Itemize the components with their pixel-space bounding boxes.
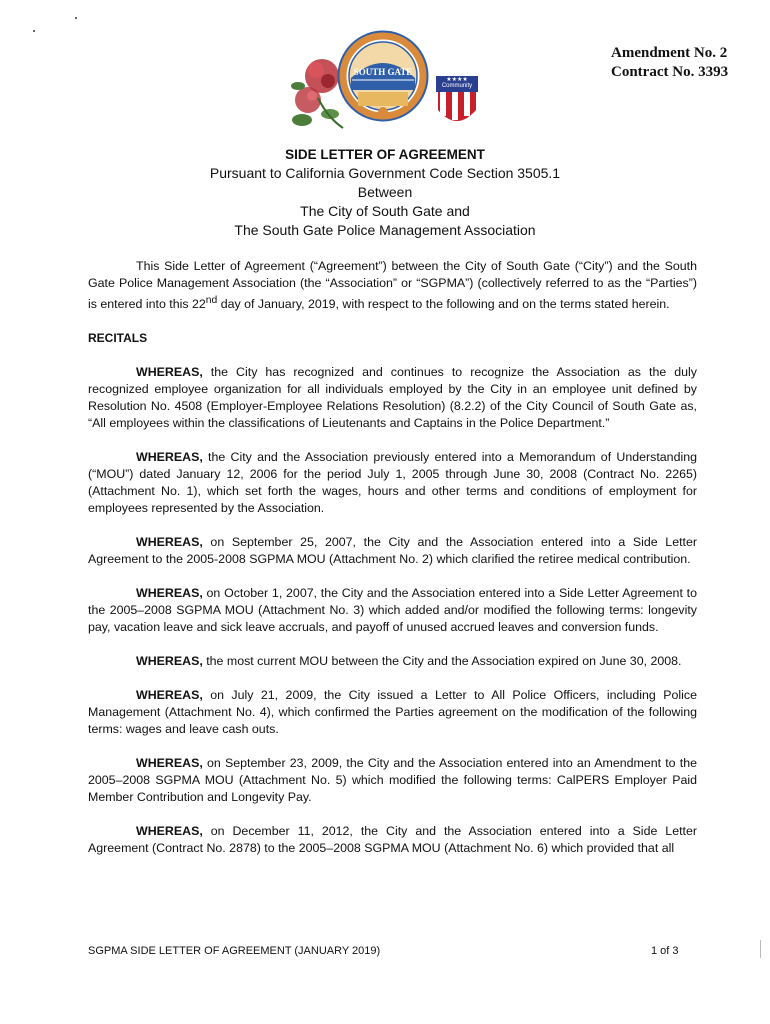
recital-paragraph — [88, 534, 697, 568]
footer-title: SGPMA SIDE LETTER OF AGREEMENT (JANUARY 2019) — [88, 945, 381, 957]
scan-speck — [33, 30, 35, 32]
recital-text: on October 1, 2007, the City and the Association entered into a Side Letter Agreement to the 2005–2008 SGPMA MOU (Attachment No. 3) which added and/or modified the following terms: longevity pay, vacation leave and sick leave accruals, and payoff of unused accrued leaves and conversion funds. — [88, 586, 697, 635]
recital-text: the City and the Association previously entered into a Memorandum of Understanding (“MOU”) dated January 12, 2006 for the period July 1, 2005 through June 30, 2008 (Contract No. 2265) (Attachment No. 1), which set forth the wages, hours and other terms and conditions of employment for employees represented by the Association. — [88, 450, 697, 516]
document-body — [88, 258, 697, 857]
amendment-number: Amendment No. 2 — [611, 45, 728, 61]
whereas-label: WHEREAS, — [136, 688, 203, 703]
badge-text: Community — [441, 83, 473, 89]
recital-paragraph — [88, 823, 697, 857]
recital-text: the City has recognized and continues to recognize the Association as the duly recognized employee organization for all individuals employed by the City in an employee unit defined by Resolution No. 4508 (Employer-Employee Relations Resolution) (8.2.2) of the City Council of South Gate as, “All employees within the classifications of Lieutenants and Captains in the Police Department.” — [88, 365, 697, 431]
title-line: SIDE LETTER OF AGREEMENT — [285, 147, 485, 162]
title-line: The City of South Gate and — [300, 203, 470, 219]
recitals-heading: RECITALS — [88, 331, 148, 346]
scan-edge-mark — [760, 940, 761, 958]
title-line: Pursuant to California Government Code Section 3505.1 — [209, 165, 561, 181]
whereas-label: WHEREAS, — [136, 535, 203, 550]
recital-text: on September 25, 2007, the City and the Association entered into a Side Letter Agreement to the 2005-2008 SGPMA MOU (Attachment No. 2) which clarified the retiree medical contribution. — [88, 535, 697, 567]
whereas-label: WHEREAS, — [136, 756, 203, 771]
intro-superscript: nd — [205, 295, 218, 306]
page-number: 1 of 3 — [651, 945, 679, 957]
recital-text: on December 11, 2012, the City and the Association entered into a Side Letter Agreement (Contract No. 2878) to the 2005–2008 SGPMA MOU (Attachment No. 6) which provided that all — [88, 824, 697, 856]
document-title — [0, 145, 770, 240]
seal-graphic — [288, 28, 478, 138]
recital-paragraph — [88, 449, 697, 517]
recital-paragraph — [88, 364, 697, 432]
city-seal-logo — [288, 28, 478, 138]
amendment-header — [611, 44, 751, 82]
recital-text: on July 21, 2009, the City issued a Letter to All Police Officers, including Police Management (Attachment No. 4), which confirmed the Parties agreement on the modification of the following terms: wages and leave cash outs. — [88, 688, 697, 737]
recital-paragraph — [88, 653, 697, 670]
title-line: The South Gate Police Management Association — [234, 222, 536, 238]
whereas-label: WHEREAS, — [136, 654, 203, 669]
scan-speck — [75, 17, 77, 19]
recital-paragraph — [88, 755, 697, 806]
recital-paragraph — [88, 687, 697, 738]
whereas-label: WHEREAS, — [136, 450, 203, 465]
contract-number: Contract No. 3393 — [611, 64, 729, 80]
recital-paragraph — [88, 585, 697, 636]
recital-text: on September 23, 2009, the City and the Association entered into an Amendment to the 2005–2008 SGPMA MOU (Attachment No. 5) which modified the following terms: CalPERS Employer Paid Member Contribution and Longevity Pay. — [88, 756, 697, 805]
whereas-label: WHEREAS, — [136, 365, 203, 380]
intro-text: This Side Letter of Agreement (“Agreement”) between the City of South Gate (“City”) and the South Gate Police Management Association (the “Association” or “SGPMA”) (collectively referred to as the “Parties”) is entered into this 22 — [88, 259, 697, 312]
title-line: Between — [357, 184, 413, 200]
svg-text:★★★★: ★★★★ — [446, 76, 468, 83]
whereas-label: WHEREAS, — [136, 824, 203, 839]
intro-paragraph — [88, 258, 697, 313]
recital-text: the most current MOU between the City and the Association expired on June 30, 2008. — [202, 654, 682, 669]
seal-text: SOUTH GATE — [353, 67, 413, 77]
flag-badge-icon — [436, 76, 478, 121]
whereas-label: WHEREAS, — [136, 586, 203, 601]
intro-text: day of January, 2019, with respect to the following and on the terms stated herein. — [217, 297, 670, 312]
flower-icon — [291, 59, 343, 128]
